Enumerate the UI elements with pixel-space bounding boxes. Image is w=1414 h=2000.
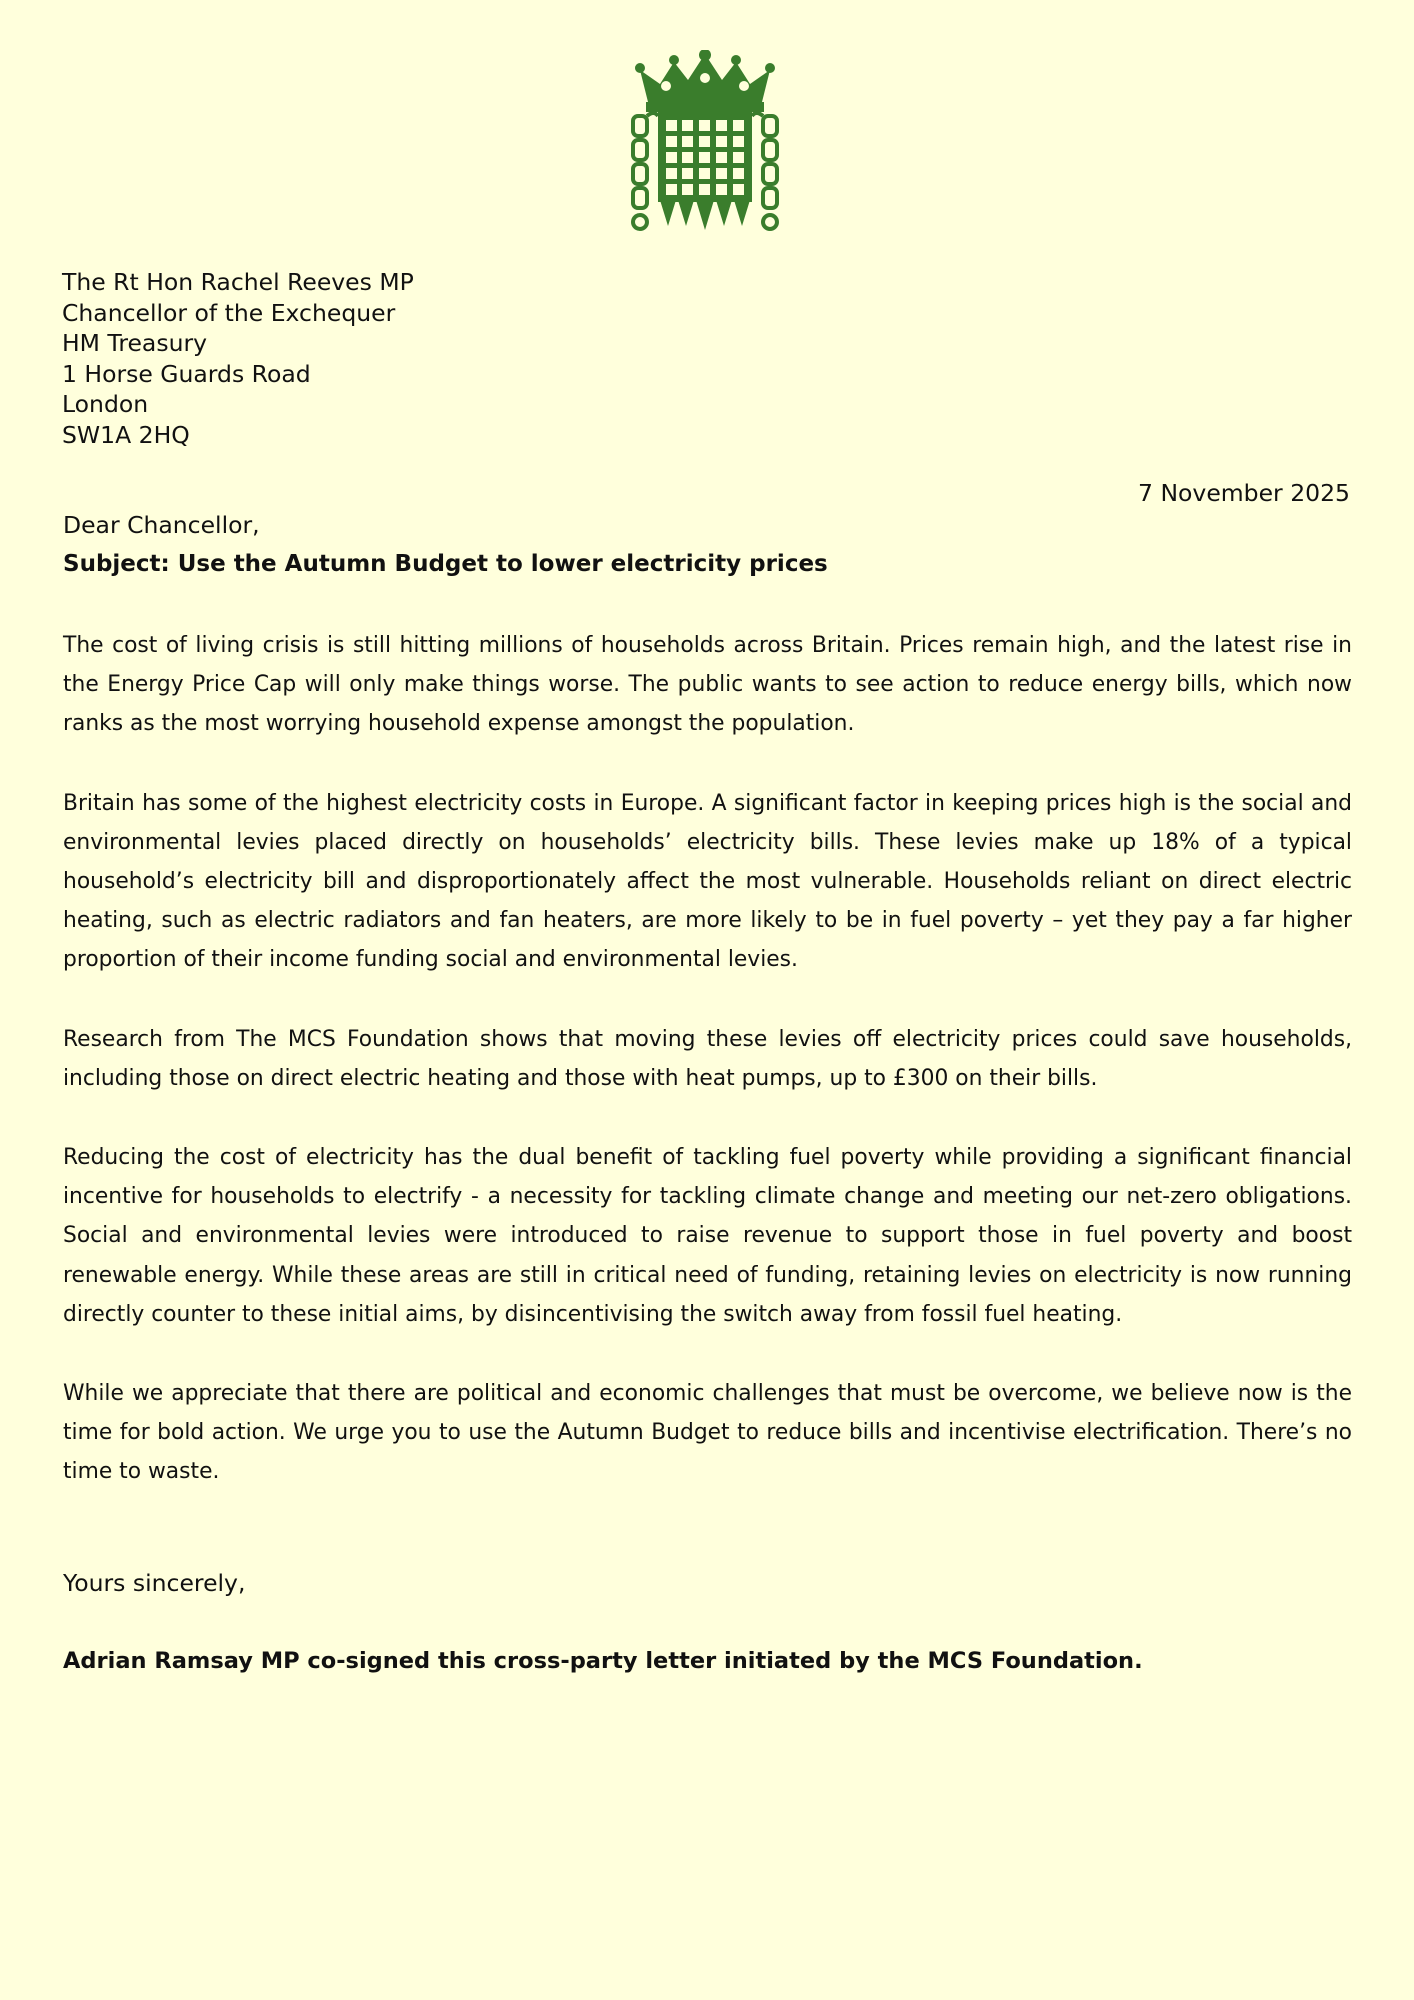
subject-line: Subject: Use the Autumn Budget to lower electricity prices: [63, 551, 828, 577]
recipient-department: HM Treasury: [62, 329, 208, 357]
letter-body: [63, 626, 1352, 1532]
body-paragraph: While we appreciate that there are political and economic challenges that must be overcome, we believe now is the time for bold action. We urge you to use the Autumn Budget to reduce bills and incentivise electrification. There’s no time to waste.: [63, 1381, 1352, 1485]
recipient-title: Chancellor of the Exchequer: [62, 298, 396, 327]
closing: Yours sincerely,: [63, 1569, 246, 1597]
body-paragraph: Britain has some of the highest electricity costs in Europe. A significant factor in keeping prices high is the social and environmental levies placed directly on households’ electricity bills. These levies make up 18% of a typical household’s electricity bill and disproportionately affect the most vulnerable. Households reliant on direct electric heating, such as electric radiators and fan heaters, are more likely to be in fuel poverty – yet they pay a far higher proportion of their income funding social and environmental levies.: [63, 790, 1352, 973]
letter-date: 7 November 2025: [1138, 479, 1350, 507]
body-paragraph: Research from The MCS Foundation shows that moving these levies off electricity prices could save households, including those on direct electric heating and those with heat pumps, up to £300 on their bills.: [63, 1026, 1352, 1091]
recipient-name: The Rt Hon Rachel Reeves MP: [62, 268, 414, 296]
body-paragraph: The cost of living crisis is still hitting millions of households across Britain. Prices remain high, and the latest rise in the Energy Price Cap will only make things worse. The public wants to see action to reduce energy bills, which now ranks as the most worrying household expense amongst the population.: [63, 633, 1352, 737]
body-paragraph: Reducing the cost of electricity has the dual benefit of tackling fuel poverty while providing a significant financial incentive for households to electrify - a necessity for tackling climate change and meeting our net-zero obligations. Social and environmental levies were introduced to raise revenue to support those in fuel poverty and boost renewable energy. While these areas are still in critical need of funding, retaining levies on electricity is now running directly counter to these initial aims, by disincentivising the switch away from fossil fuel heating.: [63, 1145, 1352, 1327]
salutation: Dear Chancellor,: [63, 511, 260, 539]
portcullis-crest-icon: [630, 50, 780, 238]
recipient-city: London: [62, 390, 149, 418]
recipient-postcode: SW1A 2HQ: [62, 420, 190, 449]
recipient-street: 1 Horse Guards Road: [62, 359, 311, 388]
recipient-address: [62, 267, 414, 450]
cosign-note: Adrian Ramsay MP co-signed this cross-party letter initiated by the MCS Foundation.: [63, 1648, 1143, 1674]
